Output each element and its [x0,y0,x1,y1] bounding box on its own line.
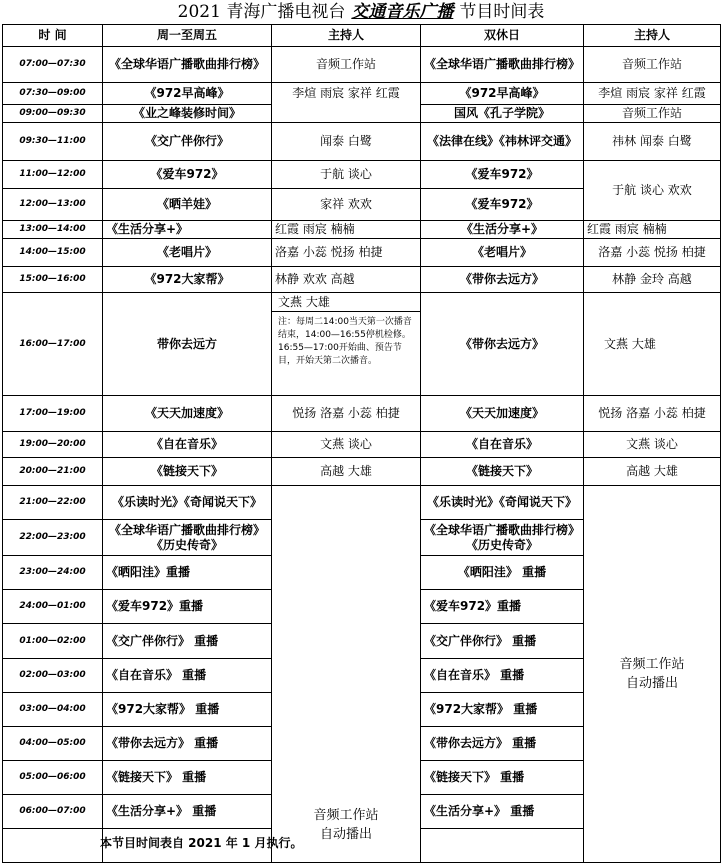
weekend-program: 《带你去远方》 [421,293,584,396]
weekday-night-host: 音频工作站 自动播出 [272,486,421,863]
weekday-program: 《爱车972》重播 [103,590,272,624]
weekday-program: 《生活分享+》 [103,221,272,239]
weekend-night-host: 音频工作站 自动播出 [584,486,721,863]
weekday-program: 带你去远方 [103,293,272,396]
weekend-program: 《生活分享+》 重播 [421,795,584,829]
page-title [0,0,722,24]
time-cell: 15:00—16:00 [3,267,103,293]
weekday-program: 《爱车972》 [103,161,272,189]
table-row [3,396,721,432]
header-weekday: 周一至周五 [103,25,272,47]
footer-note: 本节目时间表自 2021 年 1 月执行。 [100,836,303,850]
header-time: 时 间 [3,25,103,47]
time-cell: 16:00—17:00 [3,293,103,396]
weekend-host: 音频工作站 [584,105,721,123]
table-row [3,221,721,239]
time-cell: 23:00—24:00 [3,556,103,590]
weekday-host: 高越 大雄 [272,458,421,486]
weekend-program: 《晒阳洼》 重播 [421,556,584,590]
table-row [3,293,721,396]
weekday-host: 悦扬 洛嘉 小蕊 柏捷 [272,396,421,432]
weekday-program: 《业之峰装修时间》 [103,105,272,123]
table-row [3,486,721,520]
weekday-host: 音频工作站 [272,47,421,83]
time-cell: 04:00—05:00 [3,727,103,761]
time-cell: 19:00—20:00 [3,432,103,458]
table-row [3,432,721,458]
weekday-host: 家祥 欢欢 [272,189,421,221]
weekday-program: 《自在音乐》 [103,432,272,458]
header-host-weekend: 主持人 [584,25,721,47]
table-row [3,458,721,486]
weekend-program: 《爱车972》 [421,161,584,189]
maintenance-note: 注：每周二14:00当天第一次播音结束，14:00—16:55停机检修。16:55—17:00开始曲、预告节目，开始天第二次播音。 [278,317,412,366]
time-cell: 09:00—09:30 [3,105,103,123]
weekend-program: 《法律在线》《祎林评交通》 [421,123,584,161]
weekday-program: 《全球华语广播歌曲排行榜》 《历史传奇》 [103,520,272,556]
table-row [3,161,721,189]
time-cell: 07:00—07:30 [3,47,103,83]
weekend-program: 《全球华语广播歌曲排行榜》 《历史传奇》 [421,520,584,556]
weekend-host: 高越 大雄 [584,458,721,486]
time-cell: 02:00—03:00 [3,659,103,693]
weekend-program: 《交广伴你行》 重播 [421,624,584,659]
weekday-program: 《带你去远方》 重播 [103,727,272,761]
weekend-program: 《972大家帮》 重播 [421,693,584,727]
header-host: 主持人 [272,25,421,47]
schedule-table [2,24,721,863]
weekend-program: 《天天加速度》 [421,396,584,432]
weekend-host: 于航 谈心 欢欢 [584,161,721,221]
table-row [3,47,721,83]
weekday-program: 《老唱片》 [103,239,272,267]
time-cell: 17:00—19:00 [3,396,103,432]
weekend-host: 悦扬 洛嘉 小蕊 柏捷 [584,396,721,432]
weekday-program: 《交广伴你行》 重播 [103,624,272,659]
weekend-program: 《链接天下》 重播 [421,761,584,795]
weekend-program: 《爱车972》重播 [421,590,584,624]
weekend-program: 《全球华语广播歌曲排行榜》 [421,47,584,83]
time-cell: 20:00—21:00 [3,458,103,486]
time-cell [3,829,103,863]
time-cell: 01:00—02:00 [3,624,103,659]
weekday-host: 闻泰 白鹭 [272,123,421,161]
weekend-program: 《乐读时光》《奇闻说天下》 [421,486,584,520]
time-cell: 06:00—07:00 [3,795,103,829]
weekday-program: 《生活分享+》 重播 [103,795,272,829]
channel-name: 交通音乐广播 [351,2,454,22]
header-row [3,25,721,47]
title-prefix: 2021 青海广播电视台 [177,2,346,22]
weekday-program: 《972大家帮》 重播 [103,693,272,727]
time-cell: 24:00—01:00 [3,590,103,624]
title-suffix: 节目时间表 [459,2,545,22]
time-cell: 11:00—12:00 [3,161,103,189]
weekday-program: 《天天加速度》 [103,396,272,432]
table-row [3,83,721,105]
weekday-host: 洛嘉 小蕊 悦扬 柏捷 [272,239,421,267]
weekday-program: 《972早高峰》 [103,83,272,105]
weekend-program: 《生活分享+》 [421,221,584,239]
weekend-host: 红霞 雨宸 楠楠 [584,221,721,239]
weekend-host: 林静 金玲 高越 [584,267,721,293]
time-cell: 14:00—15:00 [3,239,103,267]
weekday-program: 《972大家帮》 [103,267,272,293]
weekday-program: 《自在音乐》 重播 [103,659,272,693]
time-cell: 05:00—06:00 [3,761,103,795]
weekday-host: 于航 谈心 [272,161,421,189]
weekday-program: 《链接天下》 [103,458,272,486]
weekend-program: 《带你去远方》 [421,267,584,293]
weekday-program: 《乐读时光》《奇闻说天下》 [103,486,272,520]
weekday-host: 李煊 雨宸 家祥 红霞 [272,83,421,123]
table-row [3,123,721,161]
weekend-program: 《自在音乐》 [421,432,584,458]
weekday-host: 林静 欢欢 高越 [272,267,421,293]
weekday-program: 《晒羊娃》 [103,189,272,221]
weekend-program: 《爱车972》 [421,189,584,221]
weekend-host: 文燕 谈心 [584,432,721,458]
weekday-program: 《全球华语广播歌曲排行榜》 [103,47,272,83]
time-cell: 21:00—22:00 [3,486,103,520]
time-cell: 03:00—04:00 [3,693,103,727]
weekday-program: 《晒阳洼》重播 [103,556,272,590]
weekend-host: 祎林 闻泰 白鹭 [584,123,721,161]
weekend-program: 《自在音乐》 重播 [421,659,584,693]
table-row [3,267,721,293]
weekday-host-cell [272,293,421,396]
weekday-host: 文燕 谈心 [272,432,421,458]
weekend-program: 《972早高峰》 [421,83,584,105]
weekday-host: 红霞 雨宸 楠楠 [272,221,421,239]
weekday-program: 《链接天下》 重播 [103,761,272,795]
time-cell: 07:30—09:00 [3,83,103,105]
weekend-program: 国风《孔子学院》 [421,105,584,123]
time-cell: 12:00—13:00 [3,189,103,221]
header-weekend: 双休日 [421,25,584,47]
weekend-program: 《链接天下》 [421,458,584,486]
weekend-host: 文燕 大雄 [584,293,721,396]
time-cell: 13:00—14:00 [3,221,103,239]
weekend-host: 音频工作站 [584,47,721,83]
weekend-host: 洛嘉 小蕊 悦扬 柏捷 [584,239,721,267]
table-row [3,239,721,267]
weekend-program: 《老唱片》 [421,239,584,267]
weekday-host: 文燕 大雄 [272,293,420,312]
weekend-host: 李煊 雨宸 家祥 红霞 [584,83,721,105]
weekend-program: 《带你去远方》 重播 [421,727,584,761]
time-cell: 22:00—23:00 [3,520,103,556]
time-cell: 09:30—11:00 [3,123,103,161]
weekday-program: 《交广伴你行》 [103,123,272,161]
weekend-program [421,829,584,863]
